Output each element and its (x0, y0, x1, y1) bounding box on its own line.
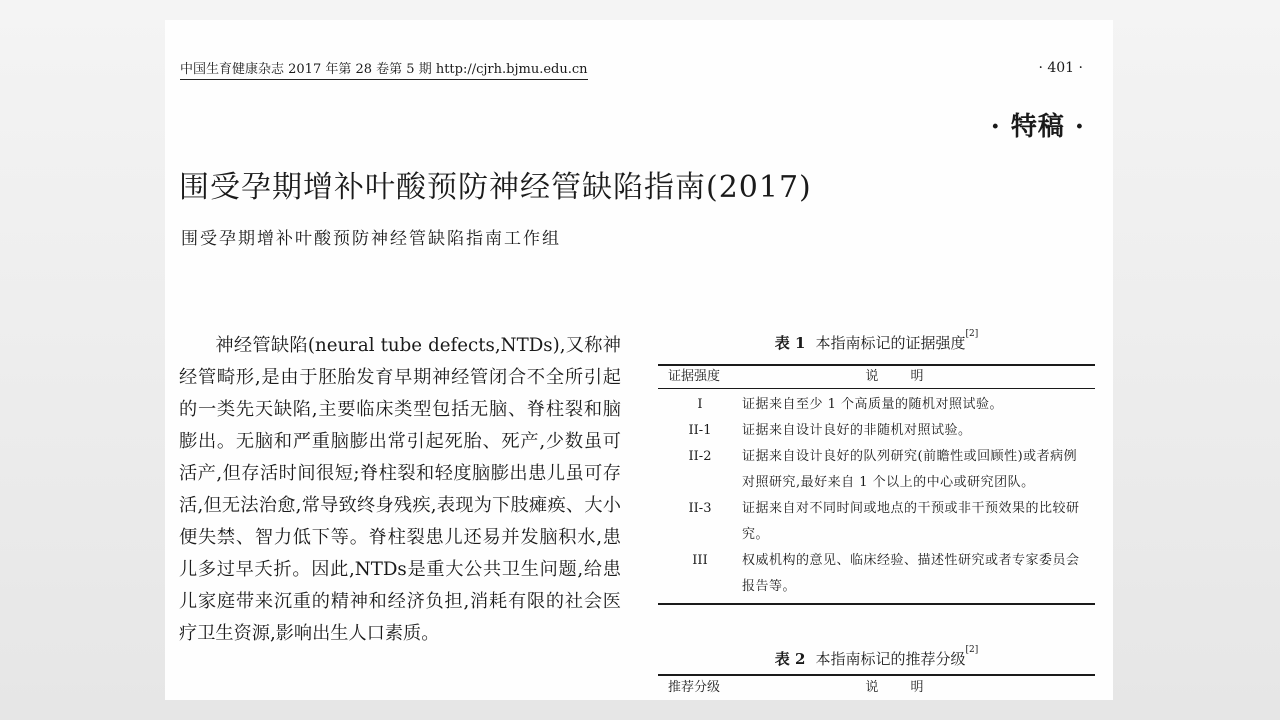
table-row (658, 392, 1095, 418)
evidence-desc: 证据来自设计良好的非随机对照试验。 (742, 423, 972, 438)
recommendation-table-header (658, 674, 1095, 700)
column-label: · 特稿 · (990, 112, 1085, 142)
table1-number: 表 1 (774, 334, 806, 352)
table1-caption (658, 329, 1095, 353)
table-row (658, 444, 1095, 496)
table2-header-grade: 推荐分级 (668, 680, 721, 695)
evidence-level: I (697, 397, 703, 412)
table1-body (658, 389, 1095, 603)
evidence-level: II-3 (688, 501, 712, 516)
evidence-level: III (692, 553, 708, 568)
table2-header-desc: 说 明 (865, 680, 938, 695)
table1-header-level: 证据强度 (668, 369, 721, 384)
evidence-desc: 证据来自设计良好的队列研究(前瞻性或回顾性)或者病例对照研究,最好来自 1 个以上的中心或研究团队。 (742, 449, 1078, 490)
table-row (658, 548, 1095, 600)
table1-header-row (658, 366, 1095, 389)
evidence-table (658, 364, 1095, 605)
table1-title: 本指南标记的证据强度 (815, 334, 966, 352)
body-paragraph: 神经管缺陷(neural tube defects,NTDs),又称神经管畸形,是由于胚胎发育早期神经管闭合不全所引起的一类先天缺陷,主要临床类型包括无脑、脊柱裂和脑膨出。无脑和严重脑膨出常引起死胎、死产,少数虽可活产,但存活时间很短;脊柱裂和轻度脑膨出患儿虽可存活,但无法治愈,常导致终身残疾,表现为下肢瘫痪、大小便失禁、智力低下等。脊柱裂患儿还易并发脑积水,患儿多过早夭折。因此,NTDs是重大公共卫生问题,给患儿家庭带来沉重的精神和经济负担,消耗有限的社会医疗卫生资源,影响出生人口素质。 (179, 335, 621, 644)
journal-page (165, 20, 1113, 700)
page-number: · 401 · (1038, 60, 1083, 76)
table-row (658, 418, 1095, 444)
table1-ref: [2] (965, 329, 979, 339)
table2-title: 本指南标记的推荐分级 (815, 650, 966, 668)
table2-ref: [2] (965, 645, 979, 655)
evidence-desc: 证据来自至少 1 个高质量的随机对照试验。 (742, 397, 1004, 412)
article-title: 围受孕期增补叶酸预防神经管缺陷指南(2017) (179, 170, 812, 205)
article-author: 围受孕期增补叶酸预防神经管缺陷指南工作组 (181, 229, 561, 249)
table2-number: 表 2 (774, 650, 806, 668)
table1-header-desc: 说 明 (865, 369, 938, 384)
evidence-desc: 证据来自对不同时间或地点的干预或非干预效果的比较研究。 (742, 501, 1080, 542)
evidence-level: II-1 (688, 423, 712, 438)
table2-caption (658, 645, 1095, 669)
journal-header: 中国生育健康杂志 2017 年第 28 卷第 5 期 http://cjrh.bjmu.edu.cn (180, 62, 588, 80)
evidence-level: II-2 (688, 449, 712, 464)
table-row (658, 496, 1095, 548)
evidence-desc: 权威机构的意见、临床经验、描述性研究或者专家委员会报告等。 (742, 553, 1080, 594)
